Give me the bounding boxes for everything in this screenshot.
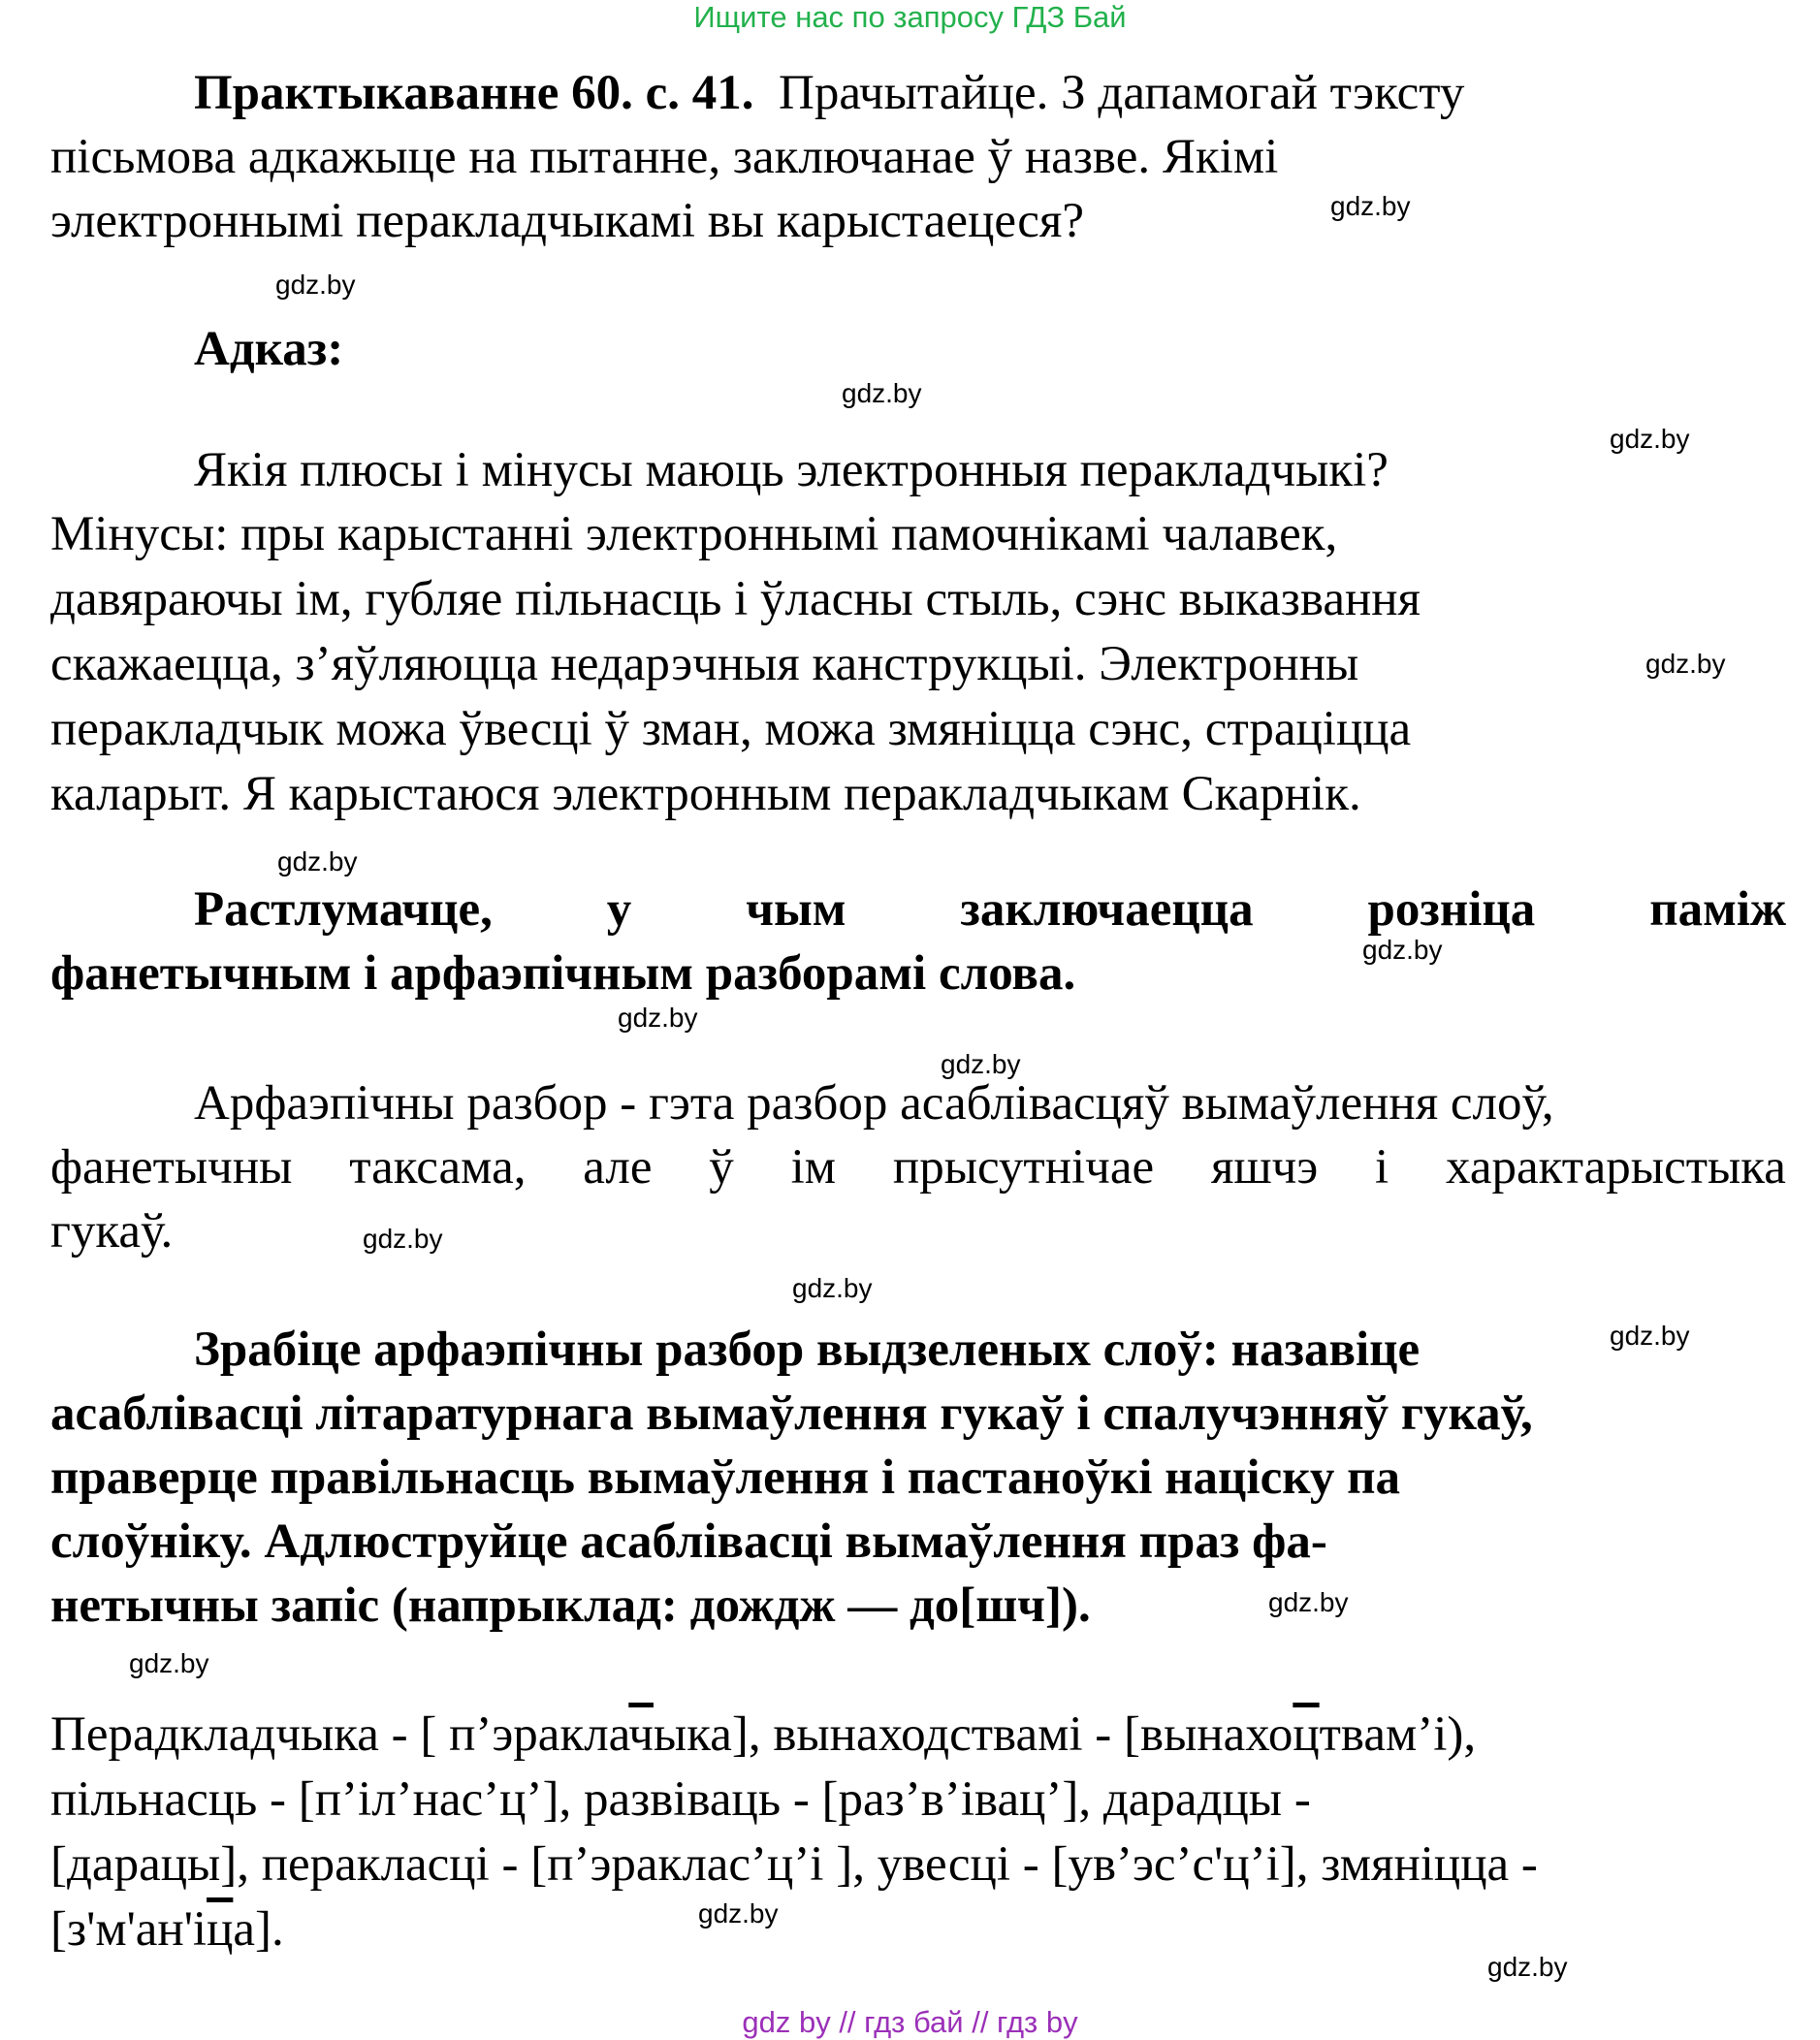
watermark: gdz.by	[792, 1273, 873, 1303]
answer3-line-4	[50, 1900, 1786, 1959]
watermark: gdz.by	[1487, 1952, 1568, 1982]
answer1-line-1: Якія плюсы і мінусы маюць электронныя перакладчыкі?	[194, 443, 1389, 497]
watermark: gdz.by	[941, 1049, 1021, 1079]
answer2-word: прысутнічае	[892, 1140, 1155, 1195]
exercise-line-3: электроннымі перакладчыкамі вы карыстаецеся?	[50, 194, 1084, 248]
watermark: gdz.by	[842, 378, 922, 408]
answer3-text: [з'м'ан'і	[50, 1902, 208, 1957]
answer2-word: і	[1375, 1140, 1389, 1195]
answer2-word: фанетычны	[50, 1140, 293, 1195]
watermark: gdz.by	[129, 1648, 209, 1678]
answer3-line-2: пільнасць - [п’іл’нас’ц’], развіваць - [раз’в’івац’], дарадцы -	[50, 1772, 1311, 1827]
task2-word: чым	[746, 882, 846, 937]
task3-line-3: праверце правільнасць вымаўлення і пастаноўкі націску па	[50, 1450, 1401, 1505]
task3-line-5: нетычны запіс (напрыклад: дождж — до[шч]).	[50, 1578, 1091, 1633]
answer2-line-1: Арфаэпічны разбор - гэта разбор асаблівасцяў вымаўлення слоў,	[194, 1076, 1554, 1131]
answer3-text: Перадкладчыка - [ п’эракла	[50, 1707, 629, 1762]
watermark: gdz.by	[1610, 424, 1690, 454]
answer3-line-3: [дарацы], перакласці - [п’эраклас’ц’і ], увесці - [ув’эс’с'ц’і], змяніцца -	[50, 1837, 1538, 1892]
task3-line-2: асаблівасці літаратурнага вымаўлення гукаў і спалучэнняў гукаў,	[50, 1387, 1533, 1441]
exercise-line-1	[194, 64, 1786, 122]
answer2-word: таксама,	[349, 1140, 527, 1195]
watermark: gdz.by	[1362, 935, 1443, 965]
answer-label: Адказ:	[194, 322, 344, 376]
watermark: gdz.by	[363, 1224, 443, 1254]
answer1-line-5: перакладчык можа ўвесці ў зман, можа змяніцца сэнс, страціцца	[50, 702, 1412, 756]
exercise-text: Прачытайце. З дапамогай тэксту	[779, 66, 1465, 120]
task2-word: розніца	[1367, 882, 1536, 937]
answer1-line-6: каларыт. Я карыстаюся электронным перакладчыкам Скарнік.	[50, 767, 1361, 821]
watermark: gdz.by	[275, 270, 356, 300]
affricate-mark: ц	[207, 1902, 234, 1957]
task2-line-1	[194, 880, 1786, 939]
exercise-line-2: пісьмова адкажыце на пытанне, заключанае ў назве. Якімі	[50, 130, 1279, 184]
watermark: gdz.by	[277, 846, 358, 877]
answer3-text: а].	[233, 1902, 284, 1957]
answer2-word: ў	[709, 1140, 734, 1195]
watermark: gdz.by	[1330, 191, 1411, 221]
exercise-title: Практыкаванне 60. с. 41.	[194, 66, 754, 120]
watermark: gdz.by	[618, 1003, 698, 1033]
task3-line-1: Зрабіце арфаэпічны разбор выдзеленых слоў: назавіце	[194, 1323, 1421, 1377]
watermark: gdz.by	[1268, 1587, 1349, 1617]
task2-word: заключаецца	[960, 882, 1254, 937]
task2-word: Растлумачце,	[194, 882, 493, 937]
answer2-word: ім	[790, 1140, 837, 1195]
task2-word: у	[606, 882, 632, 937]
header-search-hint[interactable]: Ищите нас по запросу ГДЗ Бай	[693, 0, 1127, 34]
answer3-line-1	[50, 1705, 1786, 1764]
answer1-line-4: скажаецца, з’яўляюцца недарэчныя канструкцыі. Электронны	[50, 637, 1359, 691]
watermark: gdz.by	[698, 1898, 779, 1928]
answer3-text: ыка], вынаходствамі - [вынахо	[653, 1707, 1293, 1762]
answer2-word: характарыстыка	[1446, 1140, 1786, 1195]
answer1-line-2: Мінусы: пры карыстанні электроннымі памочнікамі чалавек,	[50, 507, 1338, 561]
answer2-line-2	[50, 1138, 1786, 1196]
answer2-word: але	[583, 1140, 653, 1195]
watermark: gdz.by	[1645, 649, 1726, 679]
task2-word: паміж	[1649, 882, 1786, 937]
task3-line-4: слоўніку. Адлюструйце асаблівасці вымаўлення праз фа-	[50, 1514, 1327, 1569]
answer3-text: твам’і),	[1319, 1707, 1477, 1762]
answer2-word: яшчэ	[1210, 1140, 1319, 1195]
task2-line-2: фанетычным і арфаэпічным разборамі слова.	[50, 946, 1076, 1001]
affricate-mark: ч	[628, 1707, 654, 1762]
footer-links[interactable]: gdz by // гдз бай // гдз by	[742, 2005, 1078, 2039]
answer2-line-3: гукаў.	[50, 1204, 174, 1259]
affricate-mark: ц	[1293, 1707, 1320, 1762]
watermark: gdz.by	[1610, 1321, 1690, 1351]
answer1-line-3: давяраючы ім, губляе пільнасць і ўласны стыль, сэнс выказвання	[50, 572, 1421, 626]
